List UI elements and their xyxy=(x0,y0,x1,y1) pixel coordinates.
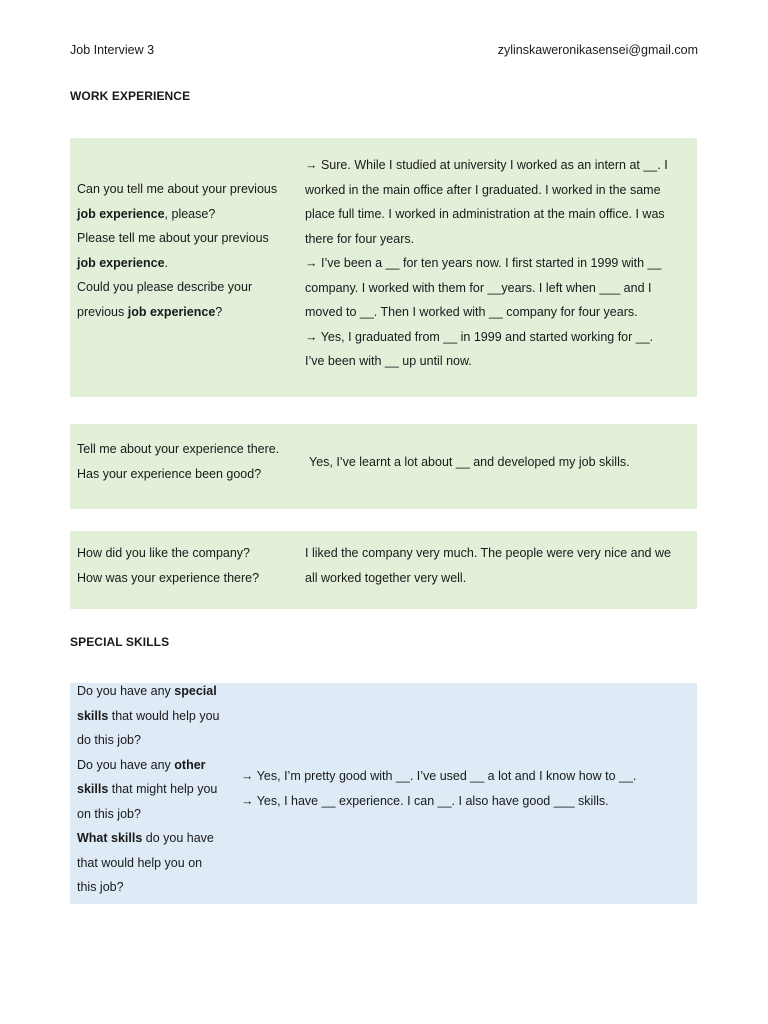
answer-line: all worked together very well. xyxy=(305,570,467,585)
answer-line: company. I worked with them for __years. I left when ___ and I xyxy=(305,280,652,295)
question-line: Do you have any special xyxy=(77,684,217,698)
header-title: Job Interview 3 xyxy=(70,43,155,57)
questions-column xyxy=(77,437,279,486)
question-line: do this job? xyxy=(77,733,141,747)
question-line: this job? xyxy=(77,880,124,894)
answers-column xyxy=(309,450,630,475)
question-line: How was your experience there? xyxy=(77,570,260,585)
question-line: What skills do you have xyxy=(77,831,214,845)
question-line: previous job experience? xyxy=(77,304,223,319)
question-line: Can you tell me about your previous xyxy=(77,182,278,196)
question-line: Tell me about your experience there. xyxy=(77,442,280,456)
answer-line: worked in the main office after I graduated. I worked in the same xyxy=(305,182,661,197)
work-experience-box-1 xyxy=(70,138,697,397)
question-line: Please tell me about your previous xyxy=(77,231,269,245)
question-line: Has your experience been good? xyxy=(77,466,262,481)
answer-line: → Yes, I graduated from __ in 1999 and started working for __. xyxy=(305,329,654,344)
questions-column xyxy=(77,177,277,324)
header-email: zylinskaweronikasensei@gmail.com xyxy=(497,43,698,57)
question-line: How did you like the company? xyxy=(77,546,251,560)
answer-line: there for four years. xyxy=(305,231,415,246)
answers-column xyxy=(305,153,668,374)
question-line: job experience, please? xyxy=(77,206,216,221)
question-line: skills that would help you xyxy=(77,708,220,723)
answer-line: moved to __. Then I worked with __ company for four years. xyxy=(305,305,638,319)
question-line: Could you please describe your xyxy=(77,280,253,294)
answers-column xyxy=(305,541,671,590)
question-line: Do you have any other xyxy=(77,757,206,772)
question-line: job experience. xyxy=(77,255,169,270)
special-skills-box xyxy=(70,683,697,904)
question-line: on this job? xyxy=(77,806,141,821)
work-experience-box-2 xyxy=(70,424,697,509)
section-title-special-skills: SPECIAL SKILLS xyxy=(70,635,170,649)
answer-line: → I’ve been a __ for ten years now. I first started in 1999 with __ xyxy=(305,256,662,270)
questions-column xyxy=(77,541,259,590)
questions-column xyxy=(77,679,219,900)
question-line: that would help you on xyxy=(77,855,203,870)
section-title-work-experience: WORK EXPERIENCE xyxy=(70,89,191,103)
question-line: skills that might help you xyxy=(77,782,218,796)
answer-line: → Yes, I’m pretty good with __. I’ve used __ a lot and I know how to __. xyxy=(241,769,637,783)
answer-line: place full time. I worked in administration at the main office. I was xyxy=(305,207,665,221)
answer-line: → Sure. While I studied at university I worked as an intern at __. I xyxy=(305,158,668,172)
work-experience-box-3 xyxy=(70,531,697,609)
answer-line: I’ve been with __ up until now. xyxy=(305,354,472,368)
answer-line: → Yes, I have __ experience. I can __. I also have good ___ skills. xyxy=(241,793,609,808)
answer-line: Yes, I’ve learnt a lot about __ and developed my job skills. xyxy=(309,455,630,469)
answers-column xyxy=(241,764,636,813)
answer-line: I liked the company very much. The people were very nice and we xyxy=(305,546,671,560)
